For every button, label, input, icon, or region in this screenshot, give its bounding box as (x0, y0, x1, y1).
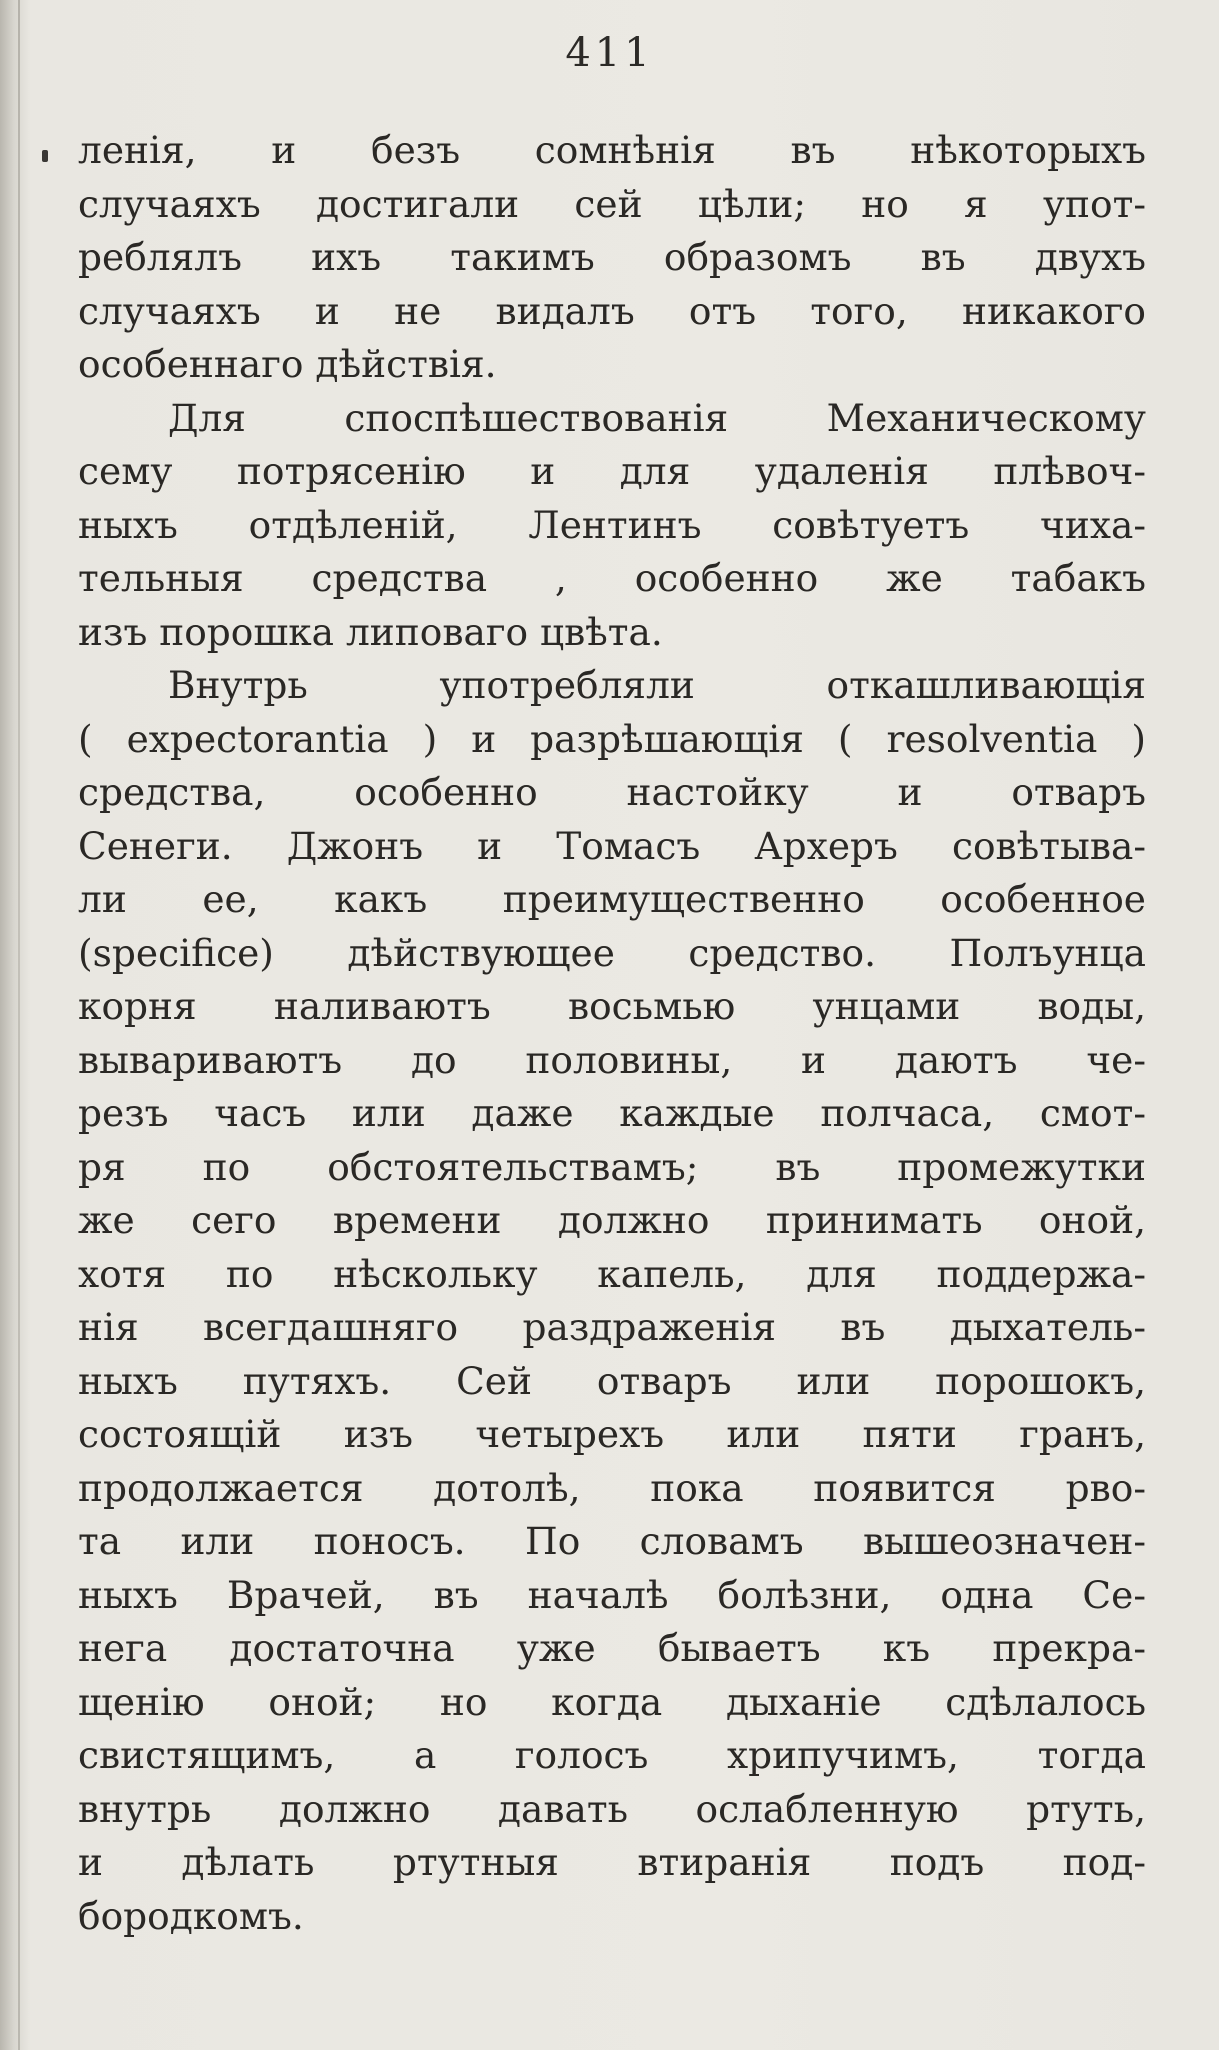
text-line: бородкомъ. (78, 1893, 304, 1938)
text-line: ныхъ отдѣленій, Лентинъ совѣтуетъ чиха- (78, 502, 1146, 547)
text-line: состоящій изъ четырехъ или пяти гранъ, (78, 1412, 1146, 1456)
text-line-paragraph-start: Для споспѣшествованія Механическому (168, 395, 1146, 440)
body-text (78, 124, 1146, 1943)
text-line: нія всегдашняго раздраженія въ дыхатель- (78, 1305, 1146, 1349)
text-line: же сего времени должно принимать оной, (78, 1198, 1146, 1242)
text-line: ( expectorantia ) и разрѣшающія ( resolventia ) (78, 716, 1146, 761)
text-line: та или поносъ. По словамъ вышеозначен- (78, 1519, 1146, 1563)
text-line: вывариваютъ до половины, и даютъ че- (78, 1037, 1146, 1082)
text-line: ныхъ путяхъ. Сей отваръ или порошокъ, (78, 1358, 1146, 1403)
text-line: свистящимъ, а голосъ хрипучимъ, тогда (78, 1733, 1146, 1777)
text-line: случаяхъ достигали сей цѣли; но я упот- (78, 181, 1146, 226)
page-number: 411 (565, 30, 654, 76)
text-line: хотя по нѣскольку капель, для поддержа- (78, 1251, 1146, 1296)
text-line: щенію оной; но когда дыханіе сдѣлалось (78, 1679, 1146, 1724)
text-line: сему потрясенію и для удаленія плѣвоч- (78, 449, 1146, 493)
text-line: случаяхъ и не видалъ отъ того, никакого (78, 288, 1146, 333)
text-line: средства, особенно настойку и отваръ (78, 770, 1146, 814)
text-line: тельныя средства , особенно же табакъ (78, 556, 1146, 600)
text-line: особеннаго дѣйствія. (78, 342, 497, 386)
page-gutter-shadow (18, 0, 20, 2050)
text-line: Сенеги. Джонъ и Томасъ Археръ совѣтыва- (78, 823, 1146, 868)
text-line: резъ часъ или даже каждые полчаса, смот- (78, 1091, 1146, 1135)
text-line: ленія, и безъ сомнѣнія въ нѣкоторыхъ (78, 128, 1146, 172)
text-line: (specifice) дѣйствующее средство. Полъунца (78, 930, 1146, 975)
text-line: корня наливаютъ восьмью унцами воды, (78, 984, 1146, 1028)
text-line: внутрь должно давать ослабленную ртуть, (78, 1786, 1146, 1831)
margin-mark (42, 150, 48, 162)
text-line: изъ порошка липоваго цвѣта. (78, 609, 663, 654)
text-line-paragraph-start: Внутрь употребляли откашливающія (168, 663, 1146, 707)
text-line: ныхъ Врачей, въ началѣ болѣзни, одна Се- (78, 1572, 1146, 1617)
text-line: ря по обстоятельствамъ; въ промежутки (78, 1144, 1146, 1189)
text-line: ли ее, какъ преимущественно особенное (78, 877, 1146, 921)
text-line: реблялъ ихъ такимъ образомъ въ двухъ (78, 235, 1146, 279)
text-line: и дѣлать ртутныя втиранія подъ под- (78, 1840, 1146, 1884)
text-line: продолжается дотолѣ, пока появится рво- (78, 1465, 1146, 1510)
text-line: нега достаточна уже бываетъ къ прекра- (78, 1626, 1146, 1670)
